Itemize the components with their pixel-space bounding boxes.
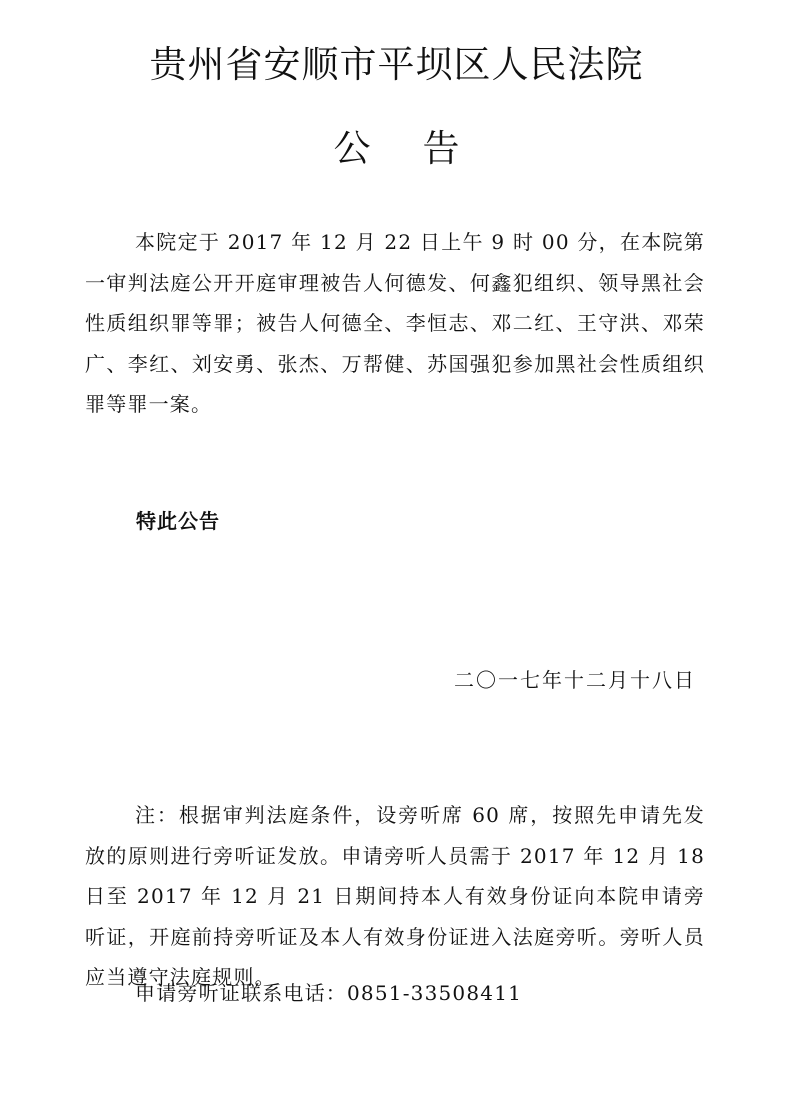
closing-phrase: 特此公告: [136, 509, 220, 533]
contact-phone-line: 申请旁听证联系电话：0851-33508411: [135, 981, 523, 1005]
document-type-char-2: 告: [422, 127, 460, 170]
court-name-title: 贵州省安顺市平坝区人民法院: [149, 43, 644, 86]
attendance-note: 注：根据审判法庭条件，设旁听席 60 席，按照先申请先发放的原则进行旁听证发放。申请旁听人员需于 2017 年 12 月 18 日至 2017 年 12 月 21 日期间持本人有效身份证向本院申请旁听证，开庭前持旁听证及本人有效身份证进入法庭旁听。旁听人员应当遵守法庭规则。: [85, 803, 705, 989]
issue-date: 二〇一七年十二月十八日: [454, 668, 696, 692]
document-type-char-1: 公: [333, 127, 371, 170]
announcement-body: 本院定于 2017 年 12 月 22 日上午 9 时 00 分，在本院第一审判法庭公开开庭审理被告人何德发、何鑫犯组织、领导黑社会性质组织罪等罪；被告人何德全、李恒志、邓二红、王守洪、邓荣广、李红、刘安勇、张杰、万帮健、苏国强犯参加黑社会性质组织罪等罪一案。: [85, 230, 705, 416]
document-type-heading: [0, 118, 793, 172]
